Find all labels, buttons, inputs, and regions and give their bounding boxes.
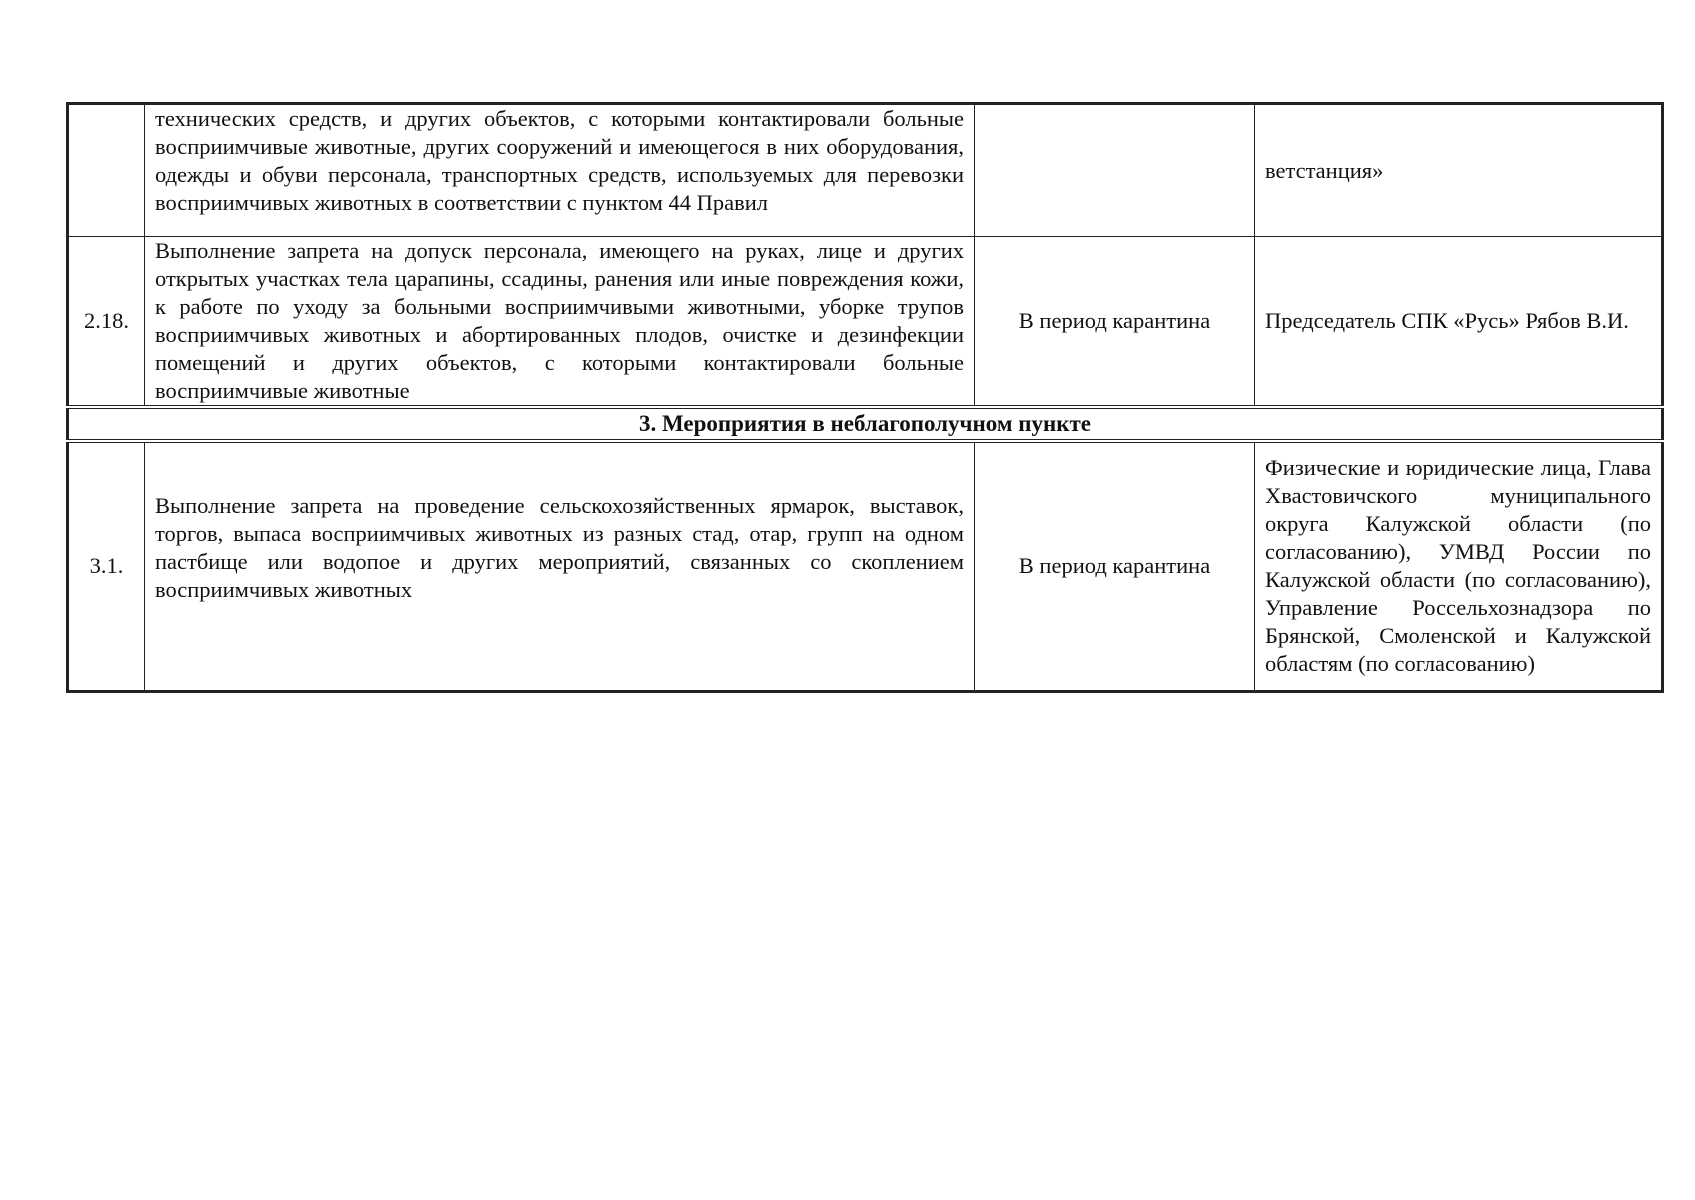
- row-number: [68, 104, 145, 237]
- responsible-text: Физические и юридические лица, Глава Хвастовичского муниципального округа Калужской области (по согласованию), УМВД России по Калужской области (по согласованию), Управление Россельхознадзора по Брянской, Смоленской и Калужской областям (по согласованию): [1255, 441, 1663, 691]
- row-number: 3.1.: [68, 441, 145, 691]
- table-row: [68, 104, 1663, 237]
- action-text: Выполнение запрета на проведение сельскохозяйственных ярмарок, выставок, торгов, выпаса восприимчивых животных из разных стад, отар, групп на одном пастбище или водопое и других мероприятий, связанных со скоплением восприимчивых животных: [145, 441, 975, 691]
- responsible-text: ветстанция»: [1255, 104, 1663, 237]
- table-row: [68, 441, 1663, 691]
- term-text: В период карантина: [975, 237, 1255, 408]
- term-text: [975, 104, 1255, 237]
- section-title: 3. Мероприятия в неблагополучном пункте: [68, 407, 1663, 441]
- responsible-text: Председатель СПК «Русь» Рябов В.И.: [1255, 237, 1663, 408]
- section-header-row: [68, 407, 1663, 441]
- term-text: В период карантина: [975, 441, 1255, 691]
- action-text: Выполнение запрета на допуск персонала, имеющего на руках, лице и других открытых участках тела царапины, ссадины, ранения или иные повреждения кожи, к работе по уходу за больными восприимчивыми животными, уборке трупов восприимчивых животных и абортированных плодов, очистке и дезинфекции помещений и других объектов, с которыми контактировали больные восприимчивые животные: [145, 237, 975, 408]
- table-row: [68, 237, 1663, 408]
- measures-table: [66, 102, 1664, 693]
- row-number: 2.18.: [68, 237, 145, 408]
- action-text: технических средств, и других объектов, с которыми контактировали больные восприимчивые животные, других сооружений и имеющегося в них оборудования, одежды и обуви персонала, транспортных средств, используемых для перевозки восприимчивых животных в соответствии с пунктом 44 Правил: [145, 104, 975, 237]
